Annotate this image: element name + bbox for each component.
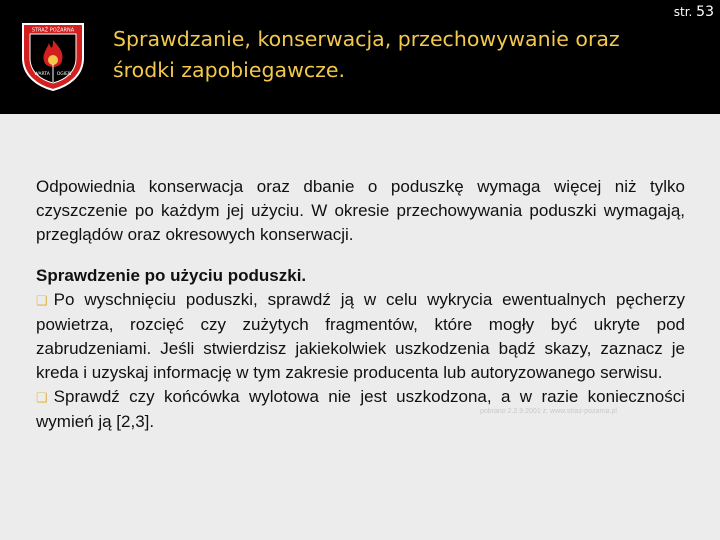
bullet-text: Sprawdź czy końcówka wylotowa nie jest uszkodzona, a w razie konieczności wymień ją [2,3]. [36,387,685,431]
header-bar [0,0,720,114]
slide-title-line-1: Sprawdzanie, konserwacja, przechowywanie oraz [113,27,620,51]
logo-top-text: STRAŻ POŻARNA [31,27,75,34]
slide-title [113,24,673,86]
page-number [674,4,714,20]
logo-bottom-left: WARTA [34,72,50,77]
bullet-item [36,288,685,385]
bullet-icon: ❏ [36,390,48,405]
intro-paragraph: Odpowiednia konserwacja oraz dbanie o poduszkę wymaga więcej niż tylko czyszczenie po każdym jej użyciu. W okresie przechowywania poduszki wymagają, przeglądów oraz okresowych konserwacji. [36,177,685,244]
source-note: pobrano 2.2.9.2001 z: www.straz-pozarna.pl [480,408,617,415]
page-number-value: 53 [696,4,714,20]
page-label: str. [673,5,693,19]
slide-content [0,114,720,540]
fire-brigade-logo [18,20,88,92]
slide-title-line-2: środki zapobiegawcze. [113,58,345,82]
section-heading: Sprawdzenie po użyciu poduszki. [36,266,307,285]
bullet-text: Po wyschnięciu poduszki, sprawdź ją w celu wykrycia ewentualnych pęcherzy powietrza, rozcięć czy zużytych fragmentów, które mogły być ukryte pod zabrudzeniami. Jeśli stwierdzisz jakiekolwiek uszkodzenia bądź skazy, zaznacz je kreda i uzyskaj informację w tym zakresie producenta lub autoryzowanego serwisu. [36,290,685,382]
bullet-icon: ❏ [36,293,48,308]
logo-bottom-right: OGIEŃ [56,72,72,77]
